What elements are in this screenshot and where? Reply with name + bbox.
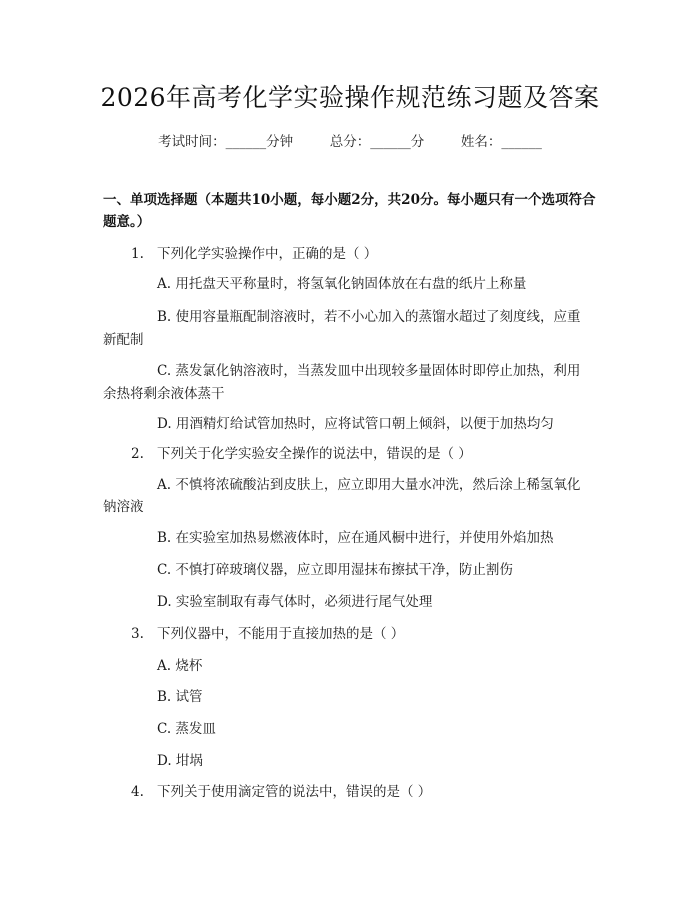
- exam-time-field: 考试时间：______分钟: [158, 134, 294, 150]
- question-number: 2.: [131, 446, 144, 462]
- q1-option-c-continued: 余热将剩余液体蒸干: [103, 386, 225, 402]
- question-stem: 下列仪器中，不能用于直接加热的是（ ）: [157, 626, 405, 642]
- q2-option-c: C. 不慎打碎玻璃仪器，应立即用湿抹布擦拭干净，防止割伤: [157, 562, 513, 578]
- question-stem: 下列关于化学实验安全操作的说法中，错误的是（ ）: [157, 446, 472, 462]
- q2-option-d: D. 实验室制取有毒气体时，必须进行尾气处理: [157, 594, 433, 610]
- q3-option-a: A. 烧杯: [157, 658, 203, 674]
- question-2: [131, 443, 472, 465]
- q2-option-a: A. 不慎将浓硫酸沾到皮肤上，应立即用大量水冲洗，然后涂上稀氢氧化: [157, 477, 581, 493]
- question-number: 3.: [131, 626, 144, 642]
- question-number: 4.: [131, 784, 144, 800]
- q3-option-b: B. 试管: [157, 689, 203, 705]
- total-score-field: 总分：______分: [329, 134, 425, 150]
- section-heading: 一、单项选择题（本题共10小题，每小题2分，共20分。每小题只有一个选项符合题意。）: [103, 192, 596, 230]
- question-4: [131, 781, 431, 803]
- q3-option-d: D. 坩埚: [157, 753, 203, 769]
- q2-option-b: B. 在实验室加热易燃液体时，应在通风橱中进行，并使用外焰加热: [157, 530, 554, 546]
- q1-option-b-continued: 新配制: [103, 332, 144, 348]
- q1-option-b: B. 使用容量瓶配制溶液时，若不小心加入的蒸馏水超过了刻度线，应重: [157, 309, 581, 325]
- question-stem: 下列化学实验操作中，正确的是（ ）: [157, 246, 378, 262]
- q1-option-d: D. 用酒精灯给试管加热时，应将试管口朝上倾斜，以便于加热均匀: [157, 416, 554, 432]
- q1-option-a: A. 用托盘天平称量时，将氢氧化钠固体放在右盘的纸片上称量: [157, 276, 527, 292]
- q3-option-c: C. 蒸发皿: [157, 721, 216, 737]
- student-name-field: 姓名：______: [460, 134, 542, 150]
- q1-option-c: C. 蒸发氯化钠溶液时，当蒸发皿中出现较多量固体时即停止加热，利用: [157, 363, 581, 379]
- q2-option-a-continued: 钠溶液: [103, 499, 144, 515]
- question-1: [131, 243, 377, 265]
- exam-meta: [0, 130, 700, 150]
- question-3: [131, 623, 404, 645]
- question-number: 1.: [131, 246, 144, 262]
- page-title: 2026年高考化学实验操作规范练习题及答案: [100, 83, 600, 112]
- question-stem: 下列关于使用滴定管的说法中，错误的是（ ）: [157, 784, 432, 800]
